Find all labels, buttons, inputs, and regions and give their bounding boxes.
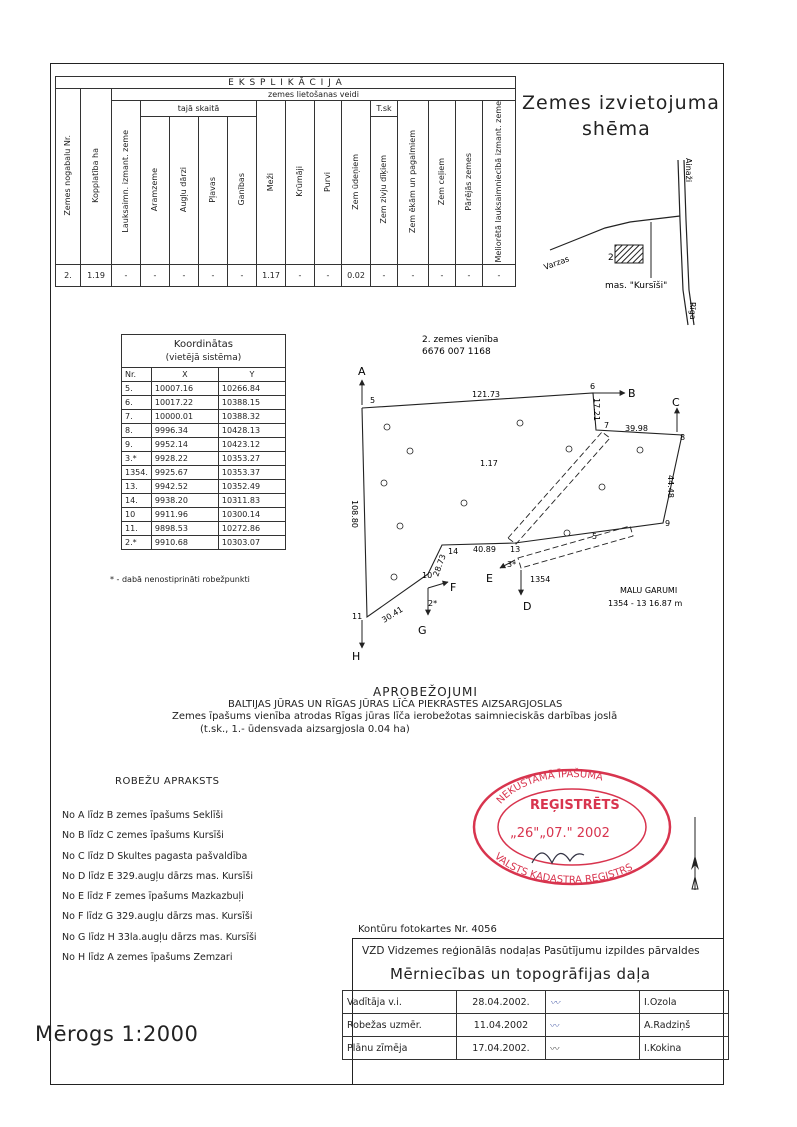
length-14-10: 28.73 <box>431 553 448 578</box>
col-meliorated: Meliorētā lauksaimniecībā izmant. zeme <box>493 101 503 263</box>
cell: 0.02 <box>342 265 371 287</box>
col-including: tajā skaitā <box>141 101 257 117</box>
explication-title: E K S P L I K Ā C I J A <box>56 77 516 89</box>
role-cell: Vadītāja v.i. <box>343 991 457 1014</box>
point-10: 10 <box>422 571 433 580</box>
point-6: 6 <box>590 382 596 391</box>
cell: - <box>228 265 257 287</box>
date-cell: 17.04.2002. <box>457 1037 546 1060</box>
road-right-label: Rīga <box>688 302 697 320</box>
stamp-ring-top: NEKUSTAMĀ ĪPAŠUMA <box>494 768 604 807</box>
letter-h: H <box>352 650 361 660</box>
list-item: No H līdz A zemes īpašums Zemzari <box>62 952 233 964</box>
col-orchards: Augļu dārzi <box>178 167 188 213</box>
table-row: 7. 10000.01 10388.32 <box>122 410 286 424</box>
restrictions-line-3: (t.sk., 1.- ūdensvada aizsargjosla 0.04 ha) <box>200 724 410 735</box>
table-row: 11. 9898.53 10272.86 <box>122 522 286 536</box>
col-tsk: T.sk <box>371 101 398 117</box>
date-cell: 11.04.2002 <box>457 1014 546 1037</box>
table-row: 2.* 9910.68 10303.07 <box>122 536 286 550</box>
table-row: 13. 9942.52 10352.49 <box>122 480 286 494</box>
cell: 1.19 <box>81 265 112 287</box>
table-row: 14. 9938.20 10311.83 <box>122 494 286 508</box>
letter-d: D <box>523 600 532 613</box>
boundary-title: ROBEŽU APRAKSTS <box>115 776 220 787</box>
point-5: 5 <box>370 396 376 405</box>
length-10-11: 30.41 <box>380 604 405 625</box>
letter-g: G <box>418 624 427 637</box>
table-row: 9. 9952.14 10423.12 <box>122 438 286 452</box>
road-line-2 <box>684 160 694 325</box>
col-buildings: Zem ēkām un pagalmiem <box>407 130 417 234</box>
point-7: 7 <box>604 421 610 430</box>
name-cell: A.Radziņš <box>640 1014 729 1037</box>
point-1354: 1354 <box>530 575 551 584</box>
explication-row <box>56 265 516 287</box>
letter-f: F <box>450 581 457 594</box>
col-water: Zem ūdeņiem <box>350 153 360 210</box>
letter-c: C <box>672 396 680 409</box>
col-roads: Zem ceļiem <box>436 158 446 206</box>
parcel-mark <box>615 245 643 263</box>
cell: 1.17 <box>257 265 286 287</box>
length-11-5: 108.80 <box>350 500 359 528</box>
cell: 2. <box>56 265 81 287</box>
office-text: VZD Vidzemes reģionālās nodaļas Pasūtījumu izpildes pārvaldes <box>362 945 700 957</box>
table-row: 6. 10017.22 10388.15 <box>122 396 286 410</box>
coordinates-table <box>121 334 286 550</box>
coord-footnote: * - dabā nenostiprināti robežpunkti <box>110 575 250 584</box>
list-item: No E līdz F zemes īpašums Mazkazbuļi <box>62 891 244 903</box>
coord-header: Y <box>218 368 285 382</box>
explication-table <box>55 76 516 287</box>
short-lengths-title: MALU GARUMI <box>620 586 678 595</box>
length-8-9: 44.48 <box>666 475 675 498</box>
table-row: 1354. 9925.67 10353.37 <box>122 466 286 480</box>
date-cell: 28.04.2002. <box>457 991 546 1014</box>
coord-title: Koordinātas <box>122 335 286 352</box>
scheme-title-1: Zemes izvietojuma <box>522 92 720 114</box>
unit-line-1: 2. zemes vienība <box>422 335 499 345</box>
restrictions-title: APROBEŽOJUMI <box>373 685 478 699</box>
pipeline-strip-2 <box>518 526 633 568</box>
table-row <box>343 1037 729 1060</box>
point-3star: 3* <box>507 560 517 569</box>
registration-stamp <box>470 765 675 890</box>
scheme-title-2: shēma <box>582 118 651 140</box>
name-cell: I.Ozola <box>640 991 729 1014</box>
coord-subtitle: (vietējā sistēma) <box>122 351 286 368</box>
signature-cell: 〰 <box>546 991 640 1014</box>
point-11: 11 <box>352 612 363 621</box>
cell: - <box>112 265 141 287</box>
road-top-label: Ainaži <box>684 158 693 183</box>
table-row: 10 9911.96 10300.14 <box>122 508 286 522</box>
point-8: 8 <box>680 433 686 442</box>
col-area: Kopplatība ha <box>90 148 100 204</box>
parcel-plan <box>340 330 730 660</box>
table-row <box>343 1014 729 1037</box>
contour-text: Kontūru fotokartes Nr. 4056 <box>358 924 497 935</box>
col-swamps: Purvi <box>322 171 332 192</box>
cell: - <box>398 265 429 287</box>
cell: - <box>371 265 398 287</box>
cell: - <box>141 265 170 287</box>
role-cell: Robežas uzmēr. <box>343 1014 457 1037</box>
table-row <box>343 991 729 1014</box>
signature-cell: 〰 <box>546 1037 640 1060</box>
cell: - <box>456 265 483 287</box>
length-7-8: 39.98 <box>625 424 648 433</box>
letter-a: A <box>358 365 366 378</box>
length-6-7: 17.21 <box>592 398 601 421</box>
coord-header: Nr. <box>122 368 152 382</box>
restrictions-line-2: Zemes īpašums vienība atrodas Rīgas jūras līča ierobežotas saimnieciskās darbības joslā <box>172 711 618 722</box>
cell: - <box>429 265 456 287</box>
cell: - <box>170 265 199 287</box>
stamp-ring-bottom: VALSTS KADASTRA REĢISTRS <box>492 851 635 887</box>
list-item: No B līdz C zemes īpašums Kursīši <box>62 830 224 842</box>
letter-e: E <box>486 572 493 585</box>
point-14: 14 <box>448 547 459 556</box>
restrictions-line-1: BALTIJAS JŪRAS UN RĪGAS JŪRAS LĪČA PIEKRASTES AIZSARGJOSLAS <box>228 699 563 710</box>
explication-subtitle: zemes lietošanas veidi <box>112 89 516 101</box>
list-item: No A līdz B zemes īpašums Seklīši <box>62 810 224 821</box>
col-meadows: Pļavas <box>207 176 217 203</box>
boundary-list <box>62 806 257 968</box>
road-left-label: Varzas <box>542 254 571 272</box>
list-item: No C līdz D Skultes pagasta pašvaldība <box>62 850 248 862</box>
parcel-area: 1.17 <box>480 459 498 468</box>
table-row: 8. 9996.34 10428.13 <box>122 424 286 438</box>
letter-b: B <box>628 387 636 400</box>
stamp-center: REĢISTRĒTS <box>530 798 620 813</box>
point-13: 13 <box>510 545 521 554</box>
short-lengths: 1354 - 13 16.87 m <box>608 599 683 608</box>
cell: - <box>315 265 342 287</box>
table-row: 5. 10007.16 10266.84 <box>122 382 286 396</box>
col-arable: Aramzeme <box>149 168 159 212</box>
scheme-parcel-no: 2 <box>608 253 614 263</box>
coord-header: X <box>151 368 218 382</box>
dept-text: Mērniecības un topogrāfijas daļa <box>390 965 651 983</box>
forest-symbols <box>381 420 643 580</box>
signature-cell: 〰 <box>546 1014 640 1037</box>
col-forest: Meži <box>265 172 275 191</box>
col-agri: Lauksaimn. izmant. zeme <box>120 130 130 234</box>
unit-line-2: 6676 007 1168 <box>422 347 491 357</box>
col-pastures: Ganības <box>236 173 246 207</box>
role-cell: Plānu zīmēja <box>343 1037 457 1060</box>
point-2star: 2* <box>428 599 438 608</box>
col-fishponds: Zem zivju dīķiem <box>378 155 388 225</box>
length-13-14: 40.89 <box>473 545 496 554</box>
name-cell: I.Kokina <box>640 1037 729 1060</box>
point-9: 9 <box>665 519 671 528</box>
list-item: No G līdz H 33la.augļu dārzs mas. Kursīši <box>62 931 257 943</box>
length-5-6: 121.73 <box>472 390 500 399</box>
scale-text: Mērogs 1:2000 <box>35 1022 199 1046</box>
cell: - <box>286 265 315 287</box>
table-row: 3.* 9928.22 10353.27 <box>122 452 286 466</box>
scheme-property: mas. "Kursīši" <box>605 281 668 291</box>
col-shrubs: Krūmāji <box>294 166 304 198</box>
cell: - <box>199 265 228 287</box>
col-nr: Zemes nogabalu Nr. <box>62 135 72 217</box>
col-other: Pārējās zemes <box>463 152 473 211</box>
arrow-f <box>428 582 448 588</box>
list-item: No D līdz E 329.augļu dārzs mas. Kursīši <box>62 870 253 882</box>
location-scheme <box>530 150 720 330</box>
signature-table <box>342 990 729 1060</box>
stamp-date: „26"„07." 2002 <box>510 826 610 841</box>
pipeline-strip-1 <box>508 432 610 544</box>
list-item: No F līdz G 329.augļu dārzs mas. Kursīši <box>62 911 253 923</box>
cell: - <box>483 265 516 287</box>
ditch-mark: 5 <box>592 532 598 541</box>
north-arrow <box>683 815 707 895</box>
